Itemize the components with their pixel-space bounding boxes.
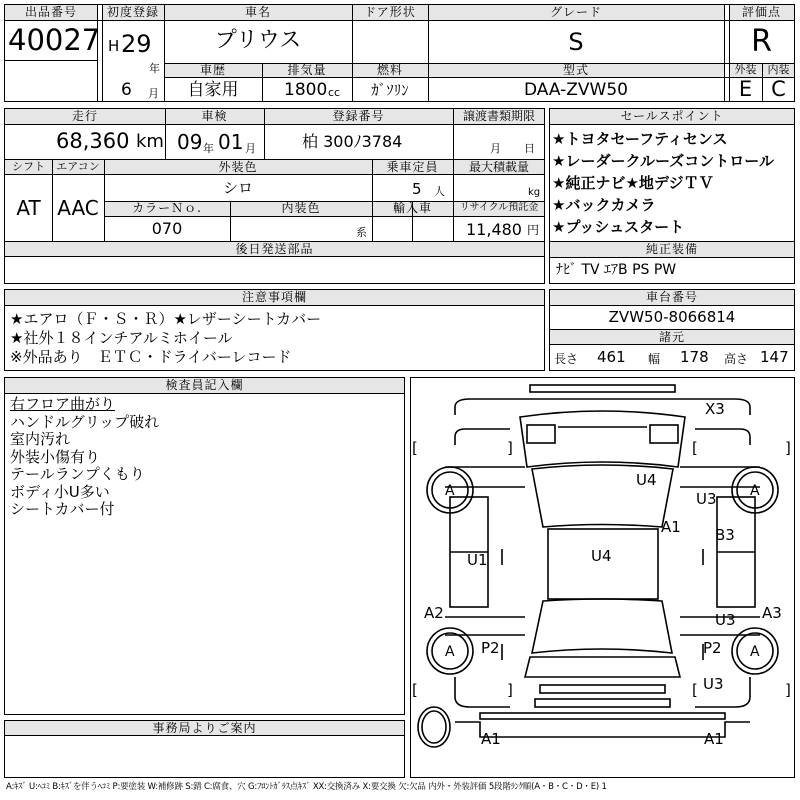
interior-color-unit: 系 xyxy=(356,226,367,239)
inspector-line: ボディ小U多い xyxy=(10,482,110,501)
mileage-label: 走行 xyxy=(71,109,98,123)
car-name-label: 車名 xyxy=(244,5,271,19)
wheel-rl-label: A xyxy=(445,644,455,660)
door-label: ドア形状 xyxy=(364,5,416,19)
score-label: 評価点 xyxy=(741,5,781,19)
damage-mark: P2 xyxy=(481,639,500,657)
shift-label: シフト xyxy=(12,160,45,173)
mileage-unit: km xyxy=(136,131,164,152)
history-label: 車歴 xyxy=(199,63,226,77)
color-no-value: 070 xyxy=(151,219,183,238)
damage-mark: A1 xyxy=(704,730,724,748)
exterior-label: 外装 xyxy=(734,63,757,76)
interior-color-label: 内装色 xyxy=(281,201,321,215)
chassis-label: 車台番号 xyxy=(645,290,698,304)
ac-value: AAC xyxy=(57,196,99,220)
damage-mark: B3 xyxy=(715,526,735,544)
model-label: 型式 xyxy=(562,63,589,77)
height-value: 147 xyxy=(760,348,789,366)
length-label: 長さ xyxy=(554,352,579,366)
damage-mark: U3 xyxy=(696,490,717,508)
damage-mark: A1 xyxy=(661,518,681,536)
import-label: 輸入車 xyxy=(392,201,432,215)
inspector-label: 検査員記入欄 xyxy=(165,378,244,392)
inspection-year: 09 xyxy=(177,130,203,154)
first-reg-era: H xyxy=(108,37,120,55)
fuel-label: 燃料 xyxy=(376,63,403,77)
recycle-value: 11,480 xyxy=(466,220,522,239)
note-line: ★社外１８インチアルミホイール xyxy=(10,329,233,347)
load-unit: kg xyxy=(528,187,541,198)
length-value: 461 xyxy=(597,348,626,366)
inspector-line: シートカバー付 xyxy=(10,500,115,518)
recycle-unit: 円 xyxy=(527,223,540,237)
color-no-label: カラーＮｏ. xyxy=(132,201,202,215)
sales-points-label: セールスポイント xyxy=(620,109,724,123)
sales-point: ★バックカメラ xyxy=(552,196,656,214)
history-value: 自家用 xyxy=(187,80,239,100)
bracket-rl-open: [ xyxy=(412,681,418,699)
damage-mark: A3 xyxy=(762,604,782,622)
shift-value: AT xyxy=(16,196,41,220)
damage-mark: A2 xyxy=(424,604,444,622)
sales-point: ★プッシュスタート xyxy=(552,218,685,236)
sales-points-list xyxy=(552,128,774,238)
width-label: 幅 xyxy=(648,352,661,366)
bracket-fr-open: [ xyxy=(692,439,698,457)
grade-value: S xyxy=(568,28,584,56)
sales-point: ★純正ナビ★地デジＴＶ xyxy=(552,174,714,192)
inspector-line: 右フロア曲がり xyxy=(10,395,116,413)
inspector-line: ハンドルグリップ破れ xyxy=(10,412,160,431)
damage-mark: U3 xyxy=(715,611,736,629)
car-name: プリウス xyxy=(214,28,302,53)
fuel-value: ｶﾞｿﾘﾝ xyxy=(371,81,409,99)
score-value: R xyxy=(751,24,772,59)
displacement-label: 排気量 xyxy=(287,63,327,77)
lot-label: 出品番号 xyxy=(24,5,77,19)
damage-mark: U4 xyxy=(636,471,657,489)
reg-no-value: 柏 300ﾉ3784 xyxy=(302,132,403,151)
first-reg-label: 初度登録 xyxy=(106,5,159,19)
reg-no-label: 登録番号 xyxy=(332,109,385,123)
mileage-value: 68,360 xyxy=(56,129,130,153)
transfer-label: 譲渡書類期限 xyxy=(462,109,535,123)
capacity-unit: 人 xyxy=(434,185,445,198)
lot-number: 40027 xyxy=(8,23,101,57)
interior-score: C xyxy=(771,77,786,101)
color-value: シロ xyxy=(222,179,253,197)
genuine-label: 純正装備 xyxy=(645,242,698,256)
load-label: 最大積載量 xyxy=(468,160,529,174)
sales-point: ★レーダークルーズコントロール xyxy=(552,152,774,170)
inspector-line: 外装小傷有り xyxy=(10,447,101,466)
damage-mark: U3 xyxy=(703,675,724,693)
first-reg-year: 29 xyxy=(121,30,152,58)
legend-text: A:ｷｽﾞ U:ﾍｺﾐ B:ｷｽﾞを伴うﾍｺﾐ P:要塗装 W:補修跡 S:錆 C:腐食、穴 G:ﾌﾛﾝﾄｶﾞﾗｽ点ｷｽﾞ XX:交換済み X:要交換 欠:欠品 内外・外装評価 5段階ﾗﾝｸ順(A・B・C・D・E) 1 xyxy=(6,782,607,792)
office-label: 事務局よりご案内 xyxy=(152,721,257,735)
model-value: DAA-ZVW50 xyxy=(523,80,628,100)
note-line: ★エアロ（Ｆ・Ｓ・Ｒ）★レザーシートカバー xyxy=(10,310,322,328)
wheel-rr-label: A xyxy=(750,644,760,660)
bracket-rr-open: [ xyxy=(692,681,698,699)
first-reg-month: 6 xyxy=(121,80,132,100)
month-unit: 月 xyxy=(148,87,159,100)
inspector-lines xyxy=(10,396,159,519)
chassis-value: ZVW50-8066814 xyxy=(608,308,736,326)
recycle-label: リサイクル預託金 xyxy=(459,202,539,213)
displacement-unit: cc xyxy=(328,86,341,99)
genuine-value: ﾅﾋﾞ TV ｴｱB PS PW xyxy=(556,262,677,278)
bracket-fl-open: [ xyxy=(412,439,418,457)
damage-mark: A1 xyxy=(481,730,501,748)
displacement-value: 1800 xyxy=(284,80,328,100)
damage-mark: X3 xyxy=(705,400,725,418)
damage-mark: U1 xyxy=(467,551,488,569)
color-label: 外装色 xyxy=(218,160,258,174)
width-value: 178 xyxy=(680,348,709,366)
wheel-fl-label: A xyxy=(445,483,455,499)
notes-lines xyxy=(10,310,321,367)
height-label: 高さ xyxy=(724,352,749,366)
exterior-score: E xyxy=(738,77,753,101)
inspection-month: 01 xyxy=(218,130,244,154)
bracket-fr-close: ] xyxy=(785,439,791,457)
capacity-value: 5 xyxy=(412,180,422,198)
transfer-month-unit: 月 xyxy=(490,142,501,155)
transfer-day-unit: 日 xyxy=(524,142,535,155)
damage-mark: P2 xyxy=(703,639,722,657)
inspector-line: テールランプくもり xyxy=(10,465,145,483)
bracket-fl-close: ] xyxy=(507,439,513,457)
year-unit: 年 xyxy=(149,62,160,75)
wheel-fr-label: A xyxy=(750,483,760,499)
capacity-label: 乗車定員 xyxy=(386,160,439,174)
delivery-label: 後日発送部品 xyxy=(235,242,314,256)
damage-mark: U4 xyxy=(591,547,612,565)
inspection-year-unit: 年 xyxy=(203,142,214,155)
inspector-line: 室内汚れ xyxy=(10,430,71,448)
ac-label: エアコン xyxy=(56,160,100,173)
interior-label: 内装 xyxy=(767,63,790,76)
bracket-rr-close: ] xyxy=(785,681,791,699)
grade-label: グレード xyxy=(549,5,602,19)
notes-label: 注意事項欄 xyxy=(241,290,307,304)
dims-label: 諸元 xyxy=(658,330,685,344)
inspection-label: 車検 xyxy=(201,109,228,123)
sales-point: ★トヨタセーフティセンス xyxy=(552,130,728,148)
bracket-rl-close: ] xyxy=(507,681,513,699)
note-line: ※外品あり ＥＴＣ・ドライバーレコード xyxy=(10,348,292,366)
inspection-month-unit: 月 xyxy=(245,142,256,155)
car-diagram xyxy=(410,377,795,778)
